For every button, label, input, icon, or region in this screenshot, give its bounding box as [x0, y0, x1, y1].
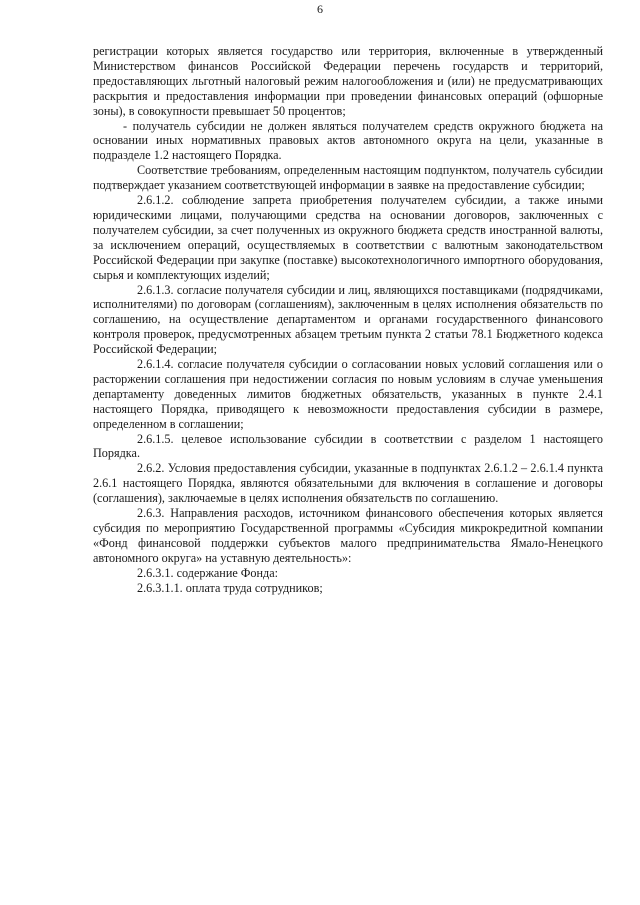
paragraph-2-6-2: 2.6.2. Условия предоставления субсидии, указанные в подпунктах 2.6.1.2 – 2.6.1.4 пункта 2.6.1 настоящего Порядка, являются обязательными для включения в соглашение и договоры (соглашения), заключаемые в целях исполнения обязательств по соглашению.	[93, 461, 603, 506]
paragraph-2-6-3-1: 2.6.3.1. содержание Фонда:	[137, 565, 279, 580]
paragraph-offshore-continuation: регистрации которых является государство или территория, включенные в утвержденный Министерством финансов Российской Федерации перечень государств и территорий, предоставляющих льготный налоговый режим налогообложения и (или) не предусматривающих раскрытия и предоставления информации при проведении финансовых операций (офшорные зоны), в совокупности превышает 50 процентов;	[93, 44, 603, 118]
paragraph-2-6-1-5: 2.6.1.5. целевое использование субсидии в соответствии с разделом 1 настоящего Порядка.	[93, 431, 603, 461]
paragraph-budget-funds-condition: - получатель субсидии не должен являться получателем средств окружного бюджета на основании иных нормативных правовых актов автономного округа на цели, указанные в подразделе 1.2 настоящего Порядка.	[93, 118, 603, 163]
paragraph-2-6-3: 2.6.3. Направления расходов, источником финансового обеспечения которых является субсидия по мероприятию Государственной программы «Субсидия микрокредитной компании «Фонд финансовой поддержки субъектов малого предпринимательства Ямало-Ненецкого автономного округа» на уставную деятельность»:	[93, 506, 603, 565]
paragraph-2-6-3-1-1: 2.6.3.1.1. оплата труда сотрудников;	[137, 580, 323, 595]
paragraph-2-6-1-2: 2.6.1.2. соблюдение запрета приобретения получателем субсидии, а также иными юридическими лицами, получающими средства на основании договоров, заключенных с получателем субсидии, за счет полученных из окружного бюджета средств иностранной валюты, за исключением операций, осуществляемых в соответствии с валютным законодательством Российской Федерации при закупке (поставке) высокотехнологичного импортного оборудования, сырья и комплектующих изделий;	[93, 193, 603, 282]
paragraph-2-6-1-3: 2.6.1.3. согласие получателя субсидии и лиц, являющихся поставщиками (подрядчиками, исполнителями) по договорам (соглашениям), заключенным в целях исполнения обязательств по соглашению, на осуществление департаментом и органами государственного финансового контроля проверок, предусмотренных абзацем третьим пункта 2 статьи 78.1 Бюджетного кодекса Российской Федерации;	[93, 282, 603, 357]
paragraph-compliance-confirmation: Соответствие требованиям, определенным настоящим подпунктом, получатель субсидии подтверждает указанием соответствующей информации в заявке на предоставление субсидии;	[93, 163, 603, 193]
paragraph-2-6-1-4: 2.6.1.4. согласие получателя субсидии о согласовании новых условий соглашения или о расторжении соглашения при недостижении согласия по новым условиям в случае уменьшения департаменту доведенных лимитов бюджетных обязательств, указанных в пункте 2.4.1 настоящего Порядка, приводящего к невозможности предоставления субсидии в размере, определенном в соглашении;	[93, 357, 603, 431]
page-number: 6	[317, 2, 323, 16]
document-body	[93, 44, 603, 596]
